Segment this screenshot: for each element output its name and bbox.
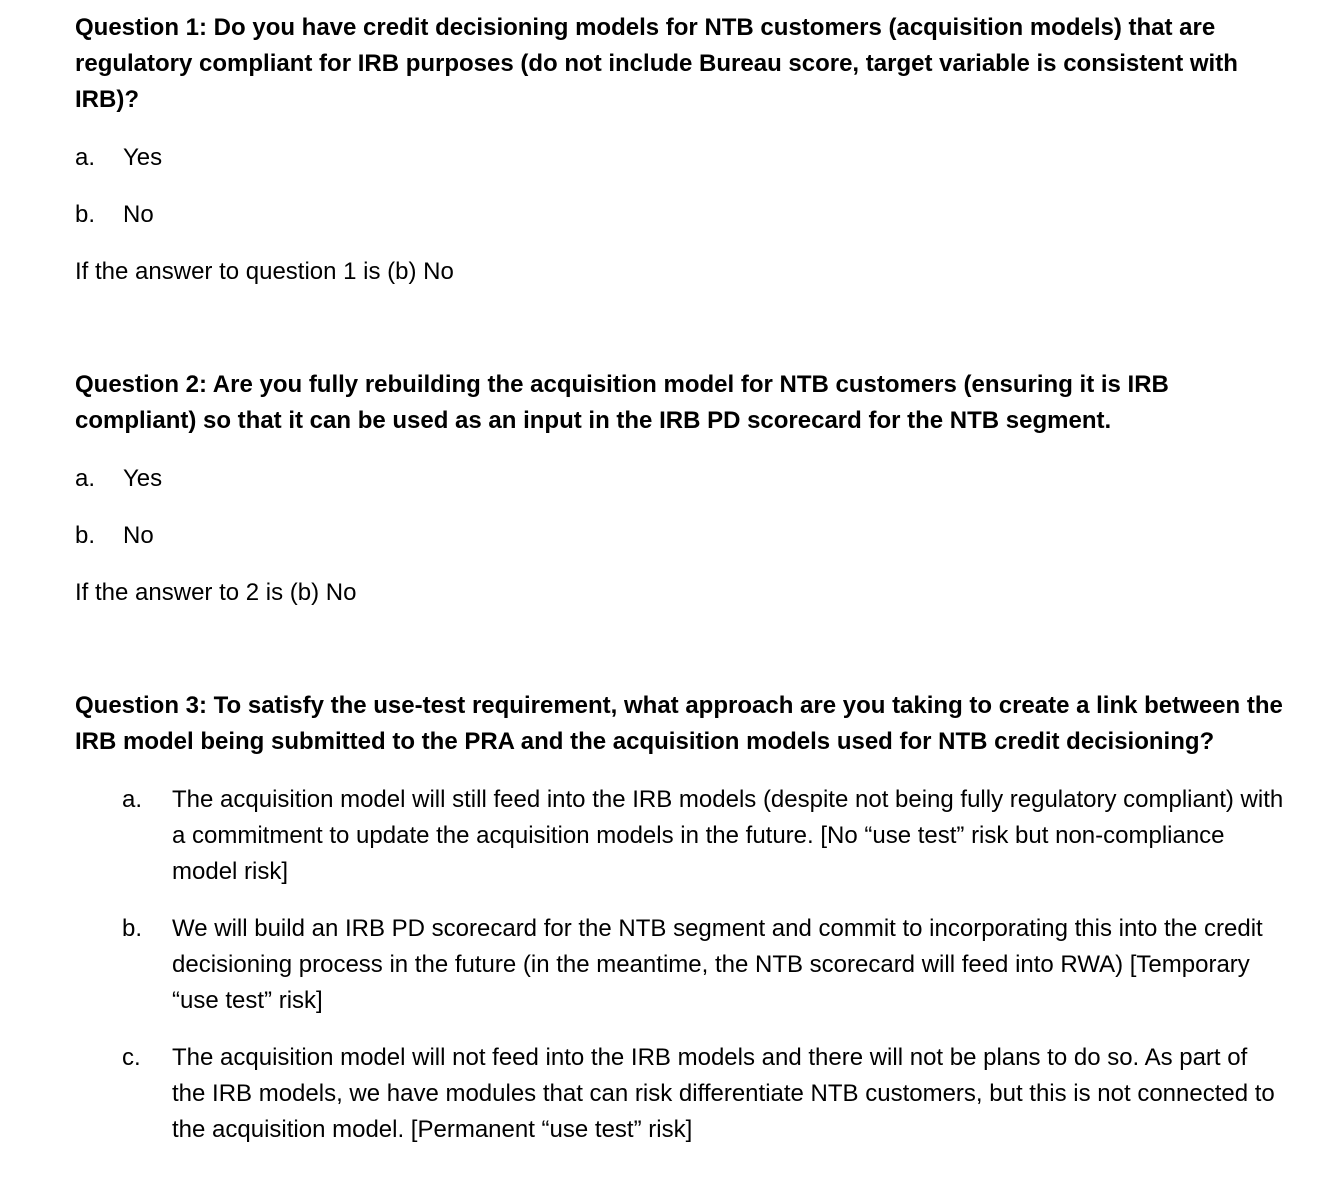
option-marker: a. (75, 465, 96, 492)
question-1-heading: Question 1: Do you have credit decisioning models for NTB customers (acquisition models) that are regulatory compliant for IRB purposes (do not include Bureau score, target variable is consistent with IRB)? (75, 14, 1238, 113)
question-2-heading: Question 2: Are you fully rebuilding the acquisition model for NTB customers (ensuring it is IRB compliant) so that it can be used as an input in the IRB PD scorecard for the NTB segment. (75, 371, 1169, 434)
question-3-heading: Question 3: To satisfy the use-test requirement, what approach are you taking to create a link between the IRB model being submitted to the PRA and the acquisition models used for NTB credit decisioning? (75, 692, 1283, 755)
question-1-option-a (75, 140, 1284, 176)
question-3-option-b (75, 911, 1284, 1019)
option-text: No (123, 522, 154, 549)
option-text: We will build an IRB PD scorecard for the NTB segment and commit to incorporating this into the credit decisioning process in the future (in the meantime, the NTB scorecard will feed into RWA) [Temporary “use test” risk] (172, 915, 1263, 1014)
question-3-block (75, 688, 1284, 1148)
option-marker: b. (75, 201, 96, 228)
option-marker: c. (122, 1044, 141, 1071)
option-marker: a. (122, 786, 143, 813)
question-1-block (75, 10, 1284, 290)
option-text: The acquisition model will not feed into the IRB models and there will not be plans to do so. As part of the IRB models, we have modules that can risk differentiate NTB customers, but this is not connected to the acquisition model. [Permanent “use test” risk] (172, 1044, 1275, 1143)
option-marker: a. (75, 144, 96, 171)
option-text: Yes (123, 144, 163, 171)
option-text: No (123, 201, 154, 228)
question-2-followup: If the answer to 2 is (b) No (75, 579, 357, 606)
question-3-option-c (75, 1040, 1284, 1148)
option-marker: b. (75, 522, 96, 549)
option-marker: b. (122, 915, 143, 942)
option-text: Yes (123, 465, 163, 492)
question-2-block (75, 367, 1284, 611)
question-1-option-b (75, 197, 1284, 233)
question-2-option-a (75, 461, 1284, 497)
question-2-option-b (75, 518, 1284, 554)
question-3-option-a (75, 782, 1284, 890)
question-1-followup: If the answer to question 1 is (b) No (75, 258, 454, 285)
option-text: The acquisition model will still feed into the IRB models (despite not being fully regulatory compliant) with a commitment to update the acquisition models in the future. [No “use test” risk but non-compliance model risk] (172, 786, 1284, 885)
